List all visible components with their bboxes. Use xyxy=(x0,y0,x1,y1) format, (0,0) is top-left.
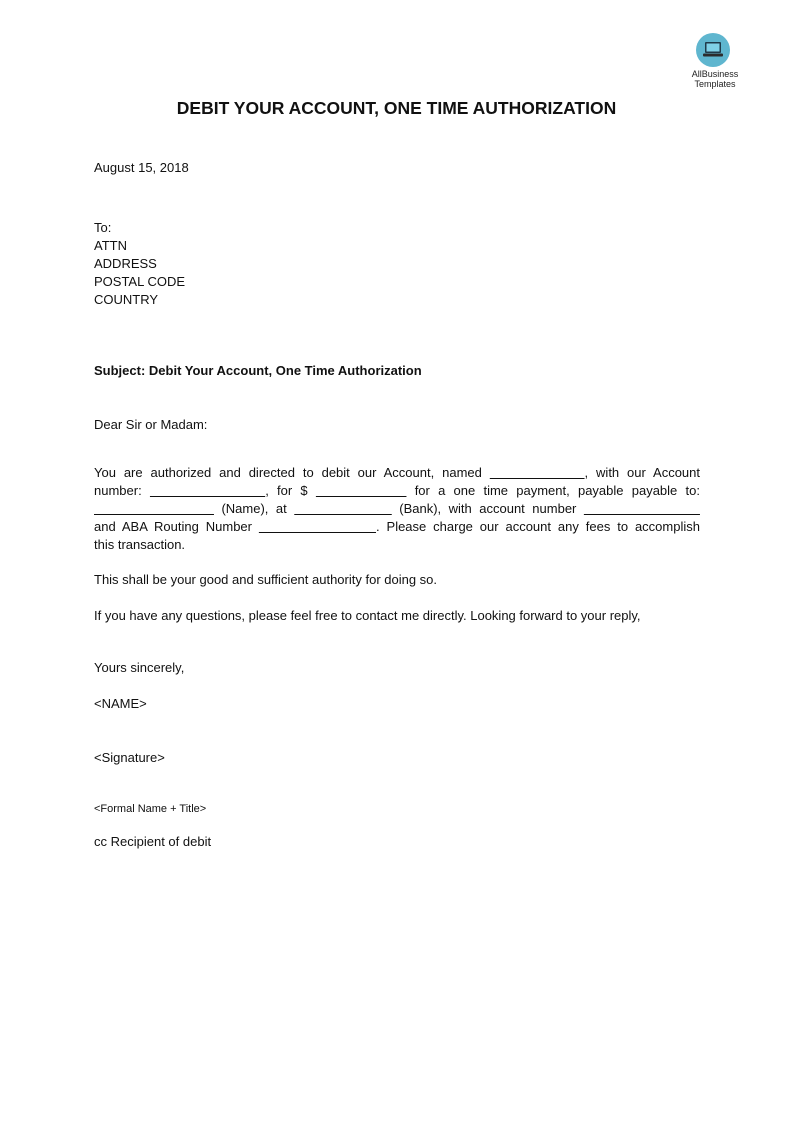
amount-blank xyxy=(316,483,407,498)
signature-placeholder: <Signature> xyxy=(94,750,165,765)
recipient-address: ADDRESS xyxy=(94,256,157,271)
payee-name-blank xyxy=(94,501,214,516)
account-number-blank xyxy=(150,483,265,498)
cc-line: cc Recipient of debit xyxy=(94,834,212,849)
authority-statement: This shall be your good and sufficient authority for doing so. xyxy=(94,572,438,587)
routing-number-blank xyxy=(259,519,376,534)
to-label: To: xyxy=(94,220,112,235)
subject-line: Subject: Debit Your Account, One Time Authorization xyxy=(94,363,422,378)
recipient-attn: ATTN xyxy=(94,238,127,253)
body-line-5: this transaction. xyxy=(94,537,186,552)
body-paragraph xyxy=(94,464,700,554)
body-line-2: number: , for $ for a one time payment, payable payable to: xyxy=(94,483,700,498)
account-name-blank xyxy=(490,465,585,480)
questions-statement: If you have any questions, please feel free to contact me directly. Looking forward to your reply, xyxy=(94,608,641,623)
body-line-3: (Name), at (Bank), with account number xyxy=(94,500,700,518)
bank-account-number-blank xyxy=(584,501,700,516)
closing: Yours sincerely, xyxy=(94,660,185,675)
name-placeholder: <NAME> xyxy=(94,696,147,711)
recipient-country: COUNTRY xyxy=(94,292,159,307)
salutation: Dear Sir or Madam: xyxy=(94,417,208,432)
body-line-4: and ABA Routing Number . Please charge our account any fees to accomplish xyxy=(94,519,700,534)
document-title: DEBIT YOUR ACCOUNT, ONE TIME AUTHORIZATION xyxy=(176,98,617,118)
logo-badge xyxy=(696,33,730,67)
laptop-icon xyxy=(702,40,724,60)
formal-name-placeholder: <Formal Name + Title> xyxy=(94,803,207,815)
letter-date: August 15, 2018 xyxy=(94,160,189,175)
bank-blank xyxy=(294,501,391,516)
recipient-postal-code: POSTAL CODE xyxy=(94,274,186,289)
body-line-1: You are authorized and directed to debit our Account, named , with our Account xyxy=(94,465,700,480)
logo-brand-line2: Templates xyxy=(694,79,736,89)
logo-brand-line1: AllBusiness xyxy=(691,69,739,79)
